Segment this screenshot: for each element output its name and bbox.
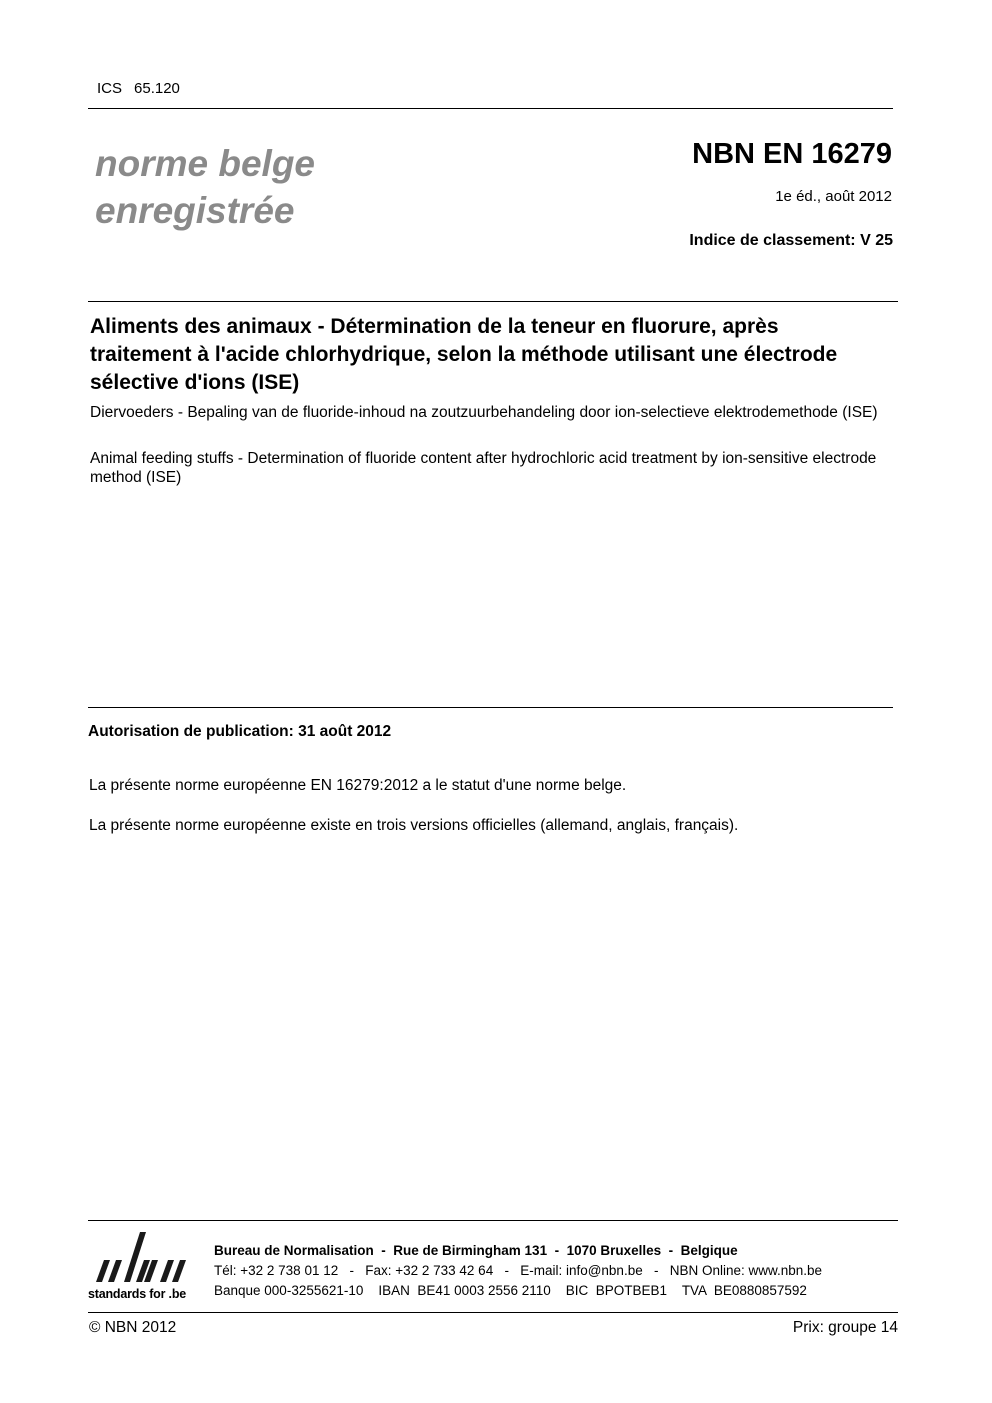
- norme-line-2: enregistrée: [95, 190, 295, 231]
- title-french: Aliments des animaux - Détermination de la teneur en fluorure, après traitement à l'acide chlorhydrique, selon la méthode utilisant une électrode sélective d'ions (ISE): [90, 315, 838, 394]
- ics-code: [97, 80, 180, 97]
- price-group: Prix: groupe 14: [792, 1319, 898, 1336]
- ics-value: 65.120: [134, 80, 180, 97]
- norme-belge-heading: [95, 140, 315, 234]
- copyright: © NBN 2012: [89, 1319, 177, 1336]
- ics-label: ICS: [97, 80, 123, 97]
- logo-tagline: standards for .be: [88, 1287, 187, 1301]
- standard-number: NBN EN 16279: [692, 138, 892, 170]
- classification-index: Indice de classement: V 25: [689, 232, 893, 249]
- top-divider: [88, 108, 893, 109]
- norme-line-1: norme belge: [95, 143, 315, 184]
- edition-date: 1e éd., août 2012: [775, 188, 892, 205]
- bank-line: Banque 000-3255621-10 IBAN BE41 0003 2556 2110 BIC BPOTBEB1 TVA BE0880857592: [214, 1283, 807, 1298]
- address-line: Bureau de Normalisation - Rue de Birmingham 131 - 1070 Bruxelles - Belgique: [214, 1243, 738, 1258]
- nbn-logo-icon: [88, 1226, 200, 1286]
- title-dutch: Diervoeders - Bepaling van de fluoride-inhoud na zoutzuurbehandeling door ion-selectieve elektrodemethode (ISE): [90, 404, 878, 421]
- bottom-divider: [88, 1312, 898, 1313]
- versions-paragraph: La présente norme européenne existe en trois versions officielles (allemand, anglais, français).: [89, 817, 739, 834]
- title-english: Animal feeding stuffs - Determination of fluoride content after hydrochloric acid treatment by ion-sensitive electrode method (ISE): [90, 450, 877, 486]
- nbn-logo: [88, 1226, 200, 1306]
- contact-line: Tél: +32 2 738 01 12 - Fax: +32 2 733 42 64 - E-mail: info@nbn.be - NBN Online: www.nbn.be: [214, 1263, 823, 1278]
- status-paragraph: La présente norme européenne EN 16279:2012 a le statut d'une norme belge.: [89, 777, 627, 794]
- nbn-contact-block: [214, 1241, 822, 1301]
- footer-divider: [88, 1220, 898, 1221]
- body-divider: [88, 707, 893, 708]
- publication-authorisation: Autorisation de publication: 31 août 2012: [88, 723, 392, 740]
- title-divider: [88, 301, 898, 302]
